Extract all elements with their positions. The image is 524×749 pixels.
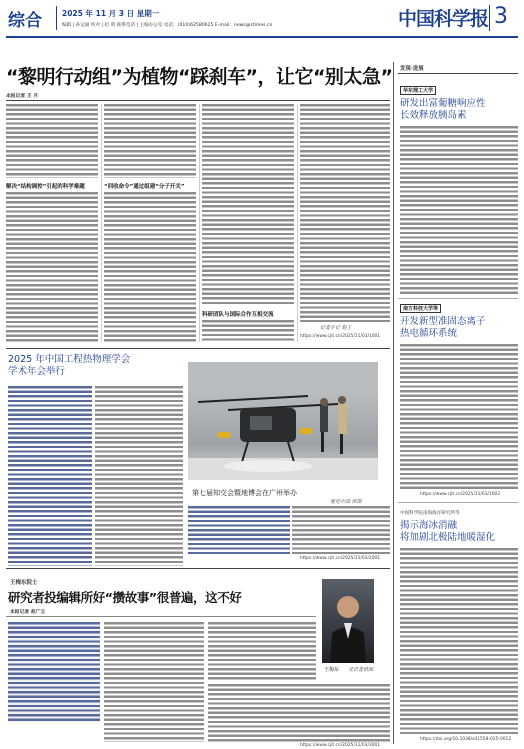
- second-text-col2: [95, 386, 183, 566]
- newspaper-logo: 中国科学报: [398, 8, 489, 30]
- lead-text-col3b: [202, 320, 294, 342]
- masthead-divider: [56, 6, 57, 30]
- masthead-rule: [6, 36, 518, 38]
- lead-text-col1b: [6, 192, 98, 342]
- second-headline: 2025 年中国工程热物理学会 学术年会举行: [8, 354, 131, 377]
- section-rule: [6, 568, 390, 569]
- drone-photo: [188, 362, 378, 480]
- drone-photo-caption: 第七届知交会暨地博会在广州举办: [192, 489, 297, 497]
- right-rail-divider: [393, 62, 394, 744]
- drone-photo-credit: 视觉中国 供图: [330, 499, 362, 505]
- rail-item-3-title: 揭示海冰消融 将加剧北极陆地暖湿化: [400, 520, 496, 543]
- page-number: 3: [494, 4, 508, 29]
- section-rule: [6, 348, 390, 349]
- bottom-text-col3b: [208, 684, 390, 742]
- lead-text-col3a: [202, 104, 294, 306]
- caption-text-right: [292, 506, 390, 554]
- lead-text-col4: [300, 104, 390, 322]
- lead-subhead-1: 解决“结构调控”引起的科学难题: [6, 184, 85, 190]
- portrait-caption: 王梅东: [324, 667, 340, 673]
- rail-item-2-url: https://www.cjit.cn/2025/11/03/1002: [420, 492, 501, 497]
- rail-item-2-text: [400, 344, 518, 490]
- rail-item-2-kicker: 南方科技大学等: [400, 304, 441, 313]
- rail-item-1-text: [400, 126, 518, 296]
- issue-date: 2025 年 11 月 3 日 星期一: [62, 9, 160, 18]
- section-name: 综合: [8, 11, 42, 31]
- page-number-divider: [489, 5, 490, 31]
- portrait-photo: [322, 579, 374, 663]
- rail-item-3-kicker: 中国科学院南海海洋研究所等: [400, 511, 460, 516]
- lead-url: https://www.cjit.cn/2025/11/03/1001: [300, 334, 381, 339]
- lead-text-col1a: [6, 104, 98, 178]
- column-divider: [297, 104, 298, 342]
- second-url: https://www.cjit.cn/2025/11/03/2001: [300, 556, 381, 561]
- lead-subhead-2: “回收命令”通过组建“分子开关”: [104, 184, 185, 190]
- rail-separator: [398, 298, 518, 299]
- column-divider: [101, 104, 102, 342]
- lead-credit: 记者手记 赵王: [320, 325, 352, 331]
- lead-headline: “黎明行动组”为植物“踩刹车”，让它“别太急”: [6, 66, 393, 88]
- caption-text-left: [188, 506, 290, 554]
- rail-item-3-text: [400, 548, 518, 734]
- second-text-col1: [8, 386, 92, 566]
- lead-rule: [6, 100, 390, 101]
- bottom-rule: [6, 616, 316, 617]
- editor-contacts: 编辑 | 孙运通 校对 | 赵 明 联系电话 | 主编办公室 电话：(010)62580625 E-mail：news@stimes.cn: [62, 23, 273, 28]
- lead-text-col2a: [104, 104, 196, 178]
- lead-byline: 本报记者 王 月: [6, 94, 39, 99]
- bottom-text-col2: [104, 622, 204, 742]
- bottom-intro-box: [8, 622, 100, 722]
- bottom-url: https://www.cjit.cn/2025/11/03/3001: [300, 743, 381, 748]
- bottom-headline: 研究者投编辑所好“攒故事”很普遍，这不好: [8, 590, 242, 605]
- rail-item-1-kicker: 华东理工大学: [400, 86, 436, 95]
- right-rail-kicker: 发现·进展: [400, 66, 424, 72]
- rail-item-1-title: 研发出富葡糖响应性 长效释放胰岛素: [400, 98, 486, 121]
- rail-item-3-url: https://doi.org/10.1038/s41558-025-0012: [420, 737, 512, 742]
- rail-separator: [398, 502, 518, 503]
- lead-subhead-3: 科研团队与国际合作互相交流: [202, 312, 274, 318]
- bottom-text-col3a: [208, 622, 316, 680]
- rail-item-2-title: 开发新型准固态离子 热电循环系统: [400, 316, 486, 339]
- bottom-byline: 本报记者 赵广立: [10, 610, 46, 615]
- lead-text-col2b: [104, 192, 196, 342]
- column-divider: [199, 104, 200, 342]
- portrait-credit: 受访者供图: [348, 667, 374, 673]
- right-rail-rule: [398, 73, 518, 74]
- bottom-kicker: 王梅东院士: [10, 580, 38, 586]
